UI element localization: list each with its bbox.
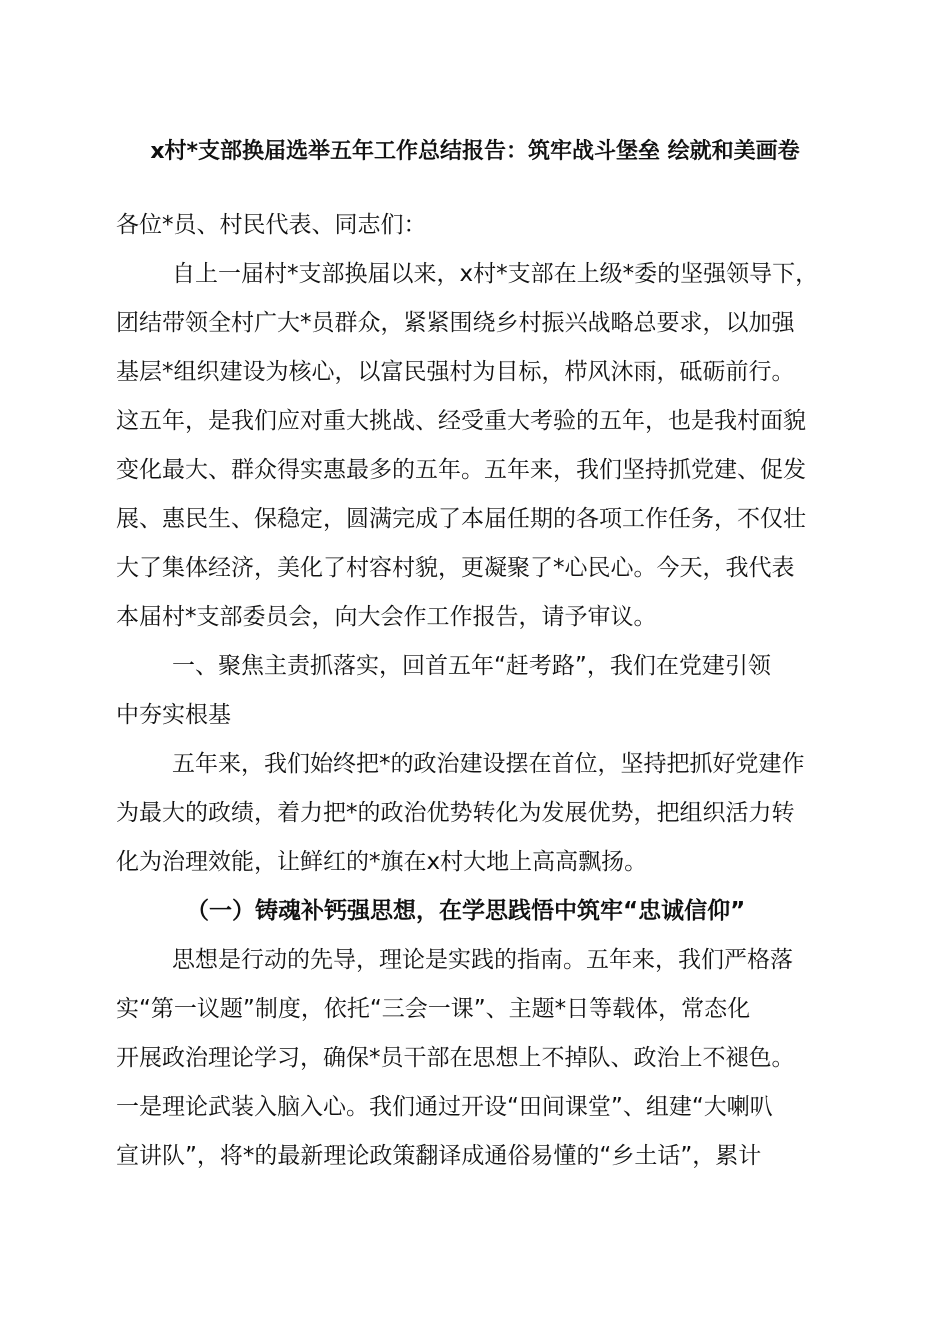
- paragraph-line: 宣讲队”，将*的最新理论政策翻译成通俗易懂的“乡土话”，累计: [116, 1143, 762, 1169]
- document-body: [116, 201, 836, 1181]
- subsection-heading: （一）铸魂补钙强思想，在学思践悟中筑牢“忠诚信仰”: [186, 898, 746, 924]
- paragraph-line: 展、惠民生、保稳定，圆满完成了本届任期的各项工作任务，不仅壮: [116, 506, 806, 532]
- salutation-line: 各位*员、村民代表、同志们：: [116, 212, 427, 238]
- paragraph-line: 团结带领全村广大*员群众，紧紧围绕乡村振兴战略总要求，以加强: [116, 310, 795, 336]
- paragraph-line: 为最大的政绩，着力把*的政治优势转化为发展优势，把组织活力转: [116, 800, 795, 826]
- section-heading-line: 中夯实根基: [116, 702, 231, 728]
- paragraph-line: 思想是行动的先导，理论是实践的指南。五年来，我们严格落: [172, 947, 793, 973]
- paragraph-line: 这五年，是我们应对重大挑战、经受重大考验的五年，也是我村面貌: [116, 408, 806, 434]
- document-title: x村*支部换届选举五年工作总结报告：筑牢战斗堡垒 绘就和美画卷: [150, 139, 800, 164]
- paragraph-line: 五年来，我们始终把*的政治建设摆在首位，坚持把抓好党建作: [172, 751, 805, 777]
- paragraph-line: 基层*组织建设为核心，以富民强村为目标，栉风沐雨，砥砺前行。: [116, 359, 795, 385]
- paragraph-line: 一是理论武装入脑入心。我们通过开设“田间课堂”、组建“大喇叭: [116, 1094, 773, 1120]
- paragraph-line: 大了集体经济，美化了村容村貌，更凝聚了*心民心。今天，我代表: [116, 555, 795, 581]
- paragraph-line: 变化最大、群众得实惠最多的五年。五年来，我们坚持抓党建、促发: [116, 457, 806, 483]
- paragraph-line: 开展政治理论学习，确保*员干部在思想上不掉队、政治上不褪色。: [116, 1045, 795, 1071]
- paragraph-line: 化为治理效能，让鲜红的*旗在x村大地上高高飘扬。: [116, 849, 648, 875]
- paragraph-line: 本届村*支部委员会，向大会作工作报告，请予审议。: [116, 604, 657, 630]
- paragraph-line: 实“第一议题”制度，依托“三会一课”、主题*日等载体，常态化: [116, 996, 751, 1022]
- section-heading-line: 一、聚焦主责抓落实，回首五年“赶考路”，我们在党建引领: [172, 653, 771, 679]
- paragraph-line: 自上一届村*支部换届以来，x村*支部在上级*委的坚强领导下，: [172, 261, 819, 287]
